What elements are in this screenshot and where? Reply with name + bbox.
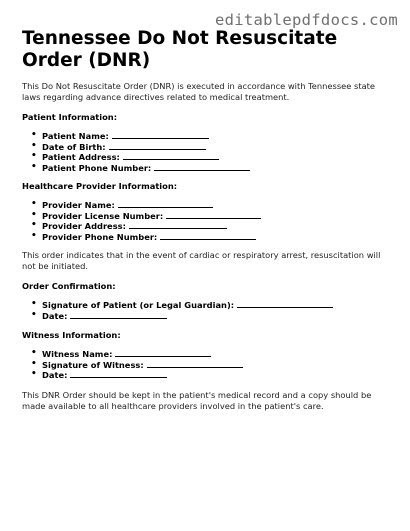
blank-line[interactable] [112, 131, 209, 139]
blank-line[interactable] [118, 200, 213, 208]
patient-phone-field[interactable] [42, 163, 394, 174]
witness-date-field[interactable] [42, 370, 394, 381]
field-label: Provider Phone Number: [42, 231, 158, 242]
blank-line[interactable] [160, 232, 256, 240]
witness-info-list [22, 349, 394, 381]
provider-phone-field[interactable] [42, 232, 394, 243]
witness-name-field[interactable] [42, 349, 394, 360]
field-label: Date: [42, 370, 68, 380]
patient-info-list [22, 131, 394, 173]
order-statement: This order indicates that in the event of cardiac or respiratory arrest, resuscitation will not be initiated. [22, 250, 381, 271]
field-label: Provider Address: [42, 221, 126, 231]
field-label: Signature of Patient (or Legal Guardian): [42, 300, 235, 310]
date-of-birth-field[interactable] [42, 142, 394, 153]
blank-line[interactable] [123, 152, 219, 160]
witness-info-heading: Witness Information: [22, 330, 121, 340]
blank-line[interactable] [147, 360, 243, 368]
witness-signature-field[interactable] [42, 360, 394, 371]
field-label: Patient Phone Number: [42, 162, 152, 173]
footer-note: This DNR Order should be kept in the patient's medical record and a copy should be made available to all healthcare providers involved in the patient's care. [22, 389, 372, 411]
field-label: Signature of Witness: [42, 359, 144, 370]
field-label: Provider Name: [42, 200, 115, 210]
provider-name-field[interactable] [42, 200, 394, 211]
document-title: Tennessee Do Not Resuscitate Order (DNR) [22, 28, 338, 71]
provider-info-list [22, 200, 394, 242]
blank-line[interactable] [154, 163, 250, 171]
field-label: Provider License Number: [42, 210, 164, 221]
watermark-logo: editablepdfdocs.com [214, 11, 398, 29]
field-label: Patient Address: [42, 152, 120, 162]
field-label: Date of Birth: [42, 141, 106, 152]
blank-line[interactable] [70, 311, 167, 319]
patient-name-field[interactable] [42, 131, 394, 142]
provider-info-heading: Healthcare Provider Information: [22, 181, 178, 191]
patient-info-heading: Patient Information: [22, 112, 118, 122]
field-label: Witness Name: [42, 349, 113, 359]
blank-line[interactable] [166, 211, 261, 219]
blank-line[interactable] [129, 221, 227, 229]
provider-license-field[interactable] [42, 211, 394, 222]
order-confirmation-list [22, 300, 394, 321]
patient-address-field[interactable] [42, 152, 394, 163]
patient-signature-field[interactable] [42, 300, 394, 311]
document-page [22, 28, 394, 412]
field-label: Date: [42, 310, 68, 321]
blank-line[interactable] [70, 370, 167, 378]
provider-address-field[interactable] [42, 221, 394, 232]
intro-paragraph: This Do Not Resuscitate Order (DNR) is executed in accordance with Tennessee state laws regarding advance directives related to medical treatment. [22, 81, 376, 102]
field-label: Patient Name: [42, 131, 109, 141]
order-confirmation-heading: Order Confirmation: [22, 281, 116, 291]
blank-line[interactable] [237, 300, 333, 308]
blank-line[interactable] [109, 142, 206, 150]
blank-line[interactable] [115, 349, 211, 357]
confirmation-date-field[interactable] [42, 311, 394, 322]
